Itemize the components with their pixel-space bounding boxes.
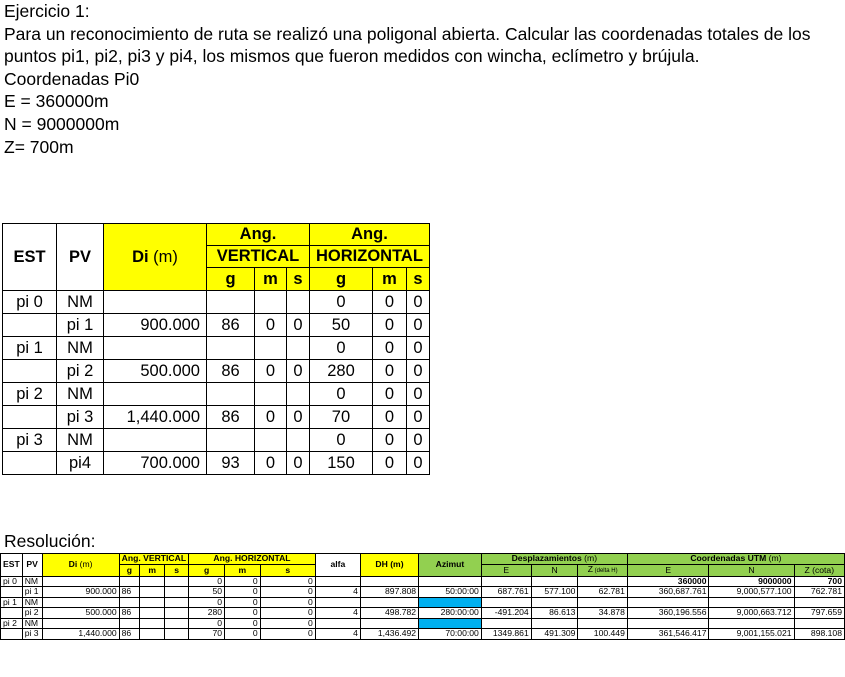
cell-azimut <box>419 597 482 608</box>
r-header-ce: E <box>627 564 709 576</box>
cell-pv: pi4 <box>57 452 104 475</box>
cell-h-s: 0 <box>407 452 430 475</box>
header-v-g: g <box>207 268 255 291</box>
header-h-m: m <box>372 268 406 291</box>
cell-desp-e <box>481 597 531 608</box>
cell-v-m: 0 <box>255 452 287 475</box>
cell-v-s <box>165 618 189 629</box>
cell-di: 500.000 <box>42 608 119 619</box>
cell-h-m: 0 <box>372 383 406 406</box>
cell-h-g: 70 <box>189 629 225 640</box>
header-di-unit: (m) <box>148 247 178 266</box>
table-row <box>3 291 430 314</box>
coord-n: N = 9000000m <box>4 113 120 134</box>
cell-desp-z <box>578 618 627 629</box>
cell-v-s <box>165 576 189 587</box>
cell-h-m: 0 <box>225 597 261 608</box>
cell-di <box>104 337 207 360</box>
cell-coord-z: 797.659 <box>794 608 844 619</box>
cell-v-m <box>140 576 165 587</box>
r-header-pv: PV <box>22 554 42 577</box>
table-row <box>3 452 430 475</box>
cell-coord-n <box>709 618 794 629</box>
cell-h-g: 0 <box>189 597 225 608</box>
cell-v-g: 86 <box>207 360 255 383</box>
r-header-cn: N <box>709 564 794 576</box>
r-header-e: E <box>481 564 531 576</box>
cell-h-s: 0 <box>407 360 430 383</box>
cell-pv: pi 3 <box>22 629 42 640</box>
cell-alfa <box>315 618 360 629</box>
cell-est <box>3 452 57 475</box>
cell-alfa <box>315 576 360 587</box>
field-data-table <box>2 223 430 475</box>
cell-h-g: 50 <box>189 587 225 598</box>
r-header-cz: Z (cota) <box>794 564 844 576</box>
cell-h-g: 70 <box>310 406 373 429</box>
cell-est <box>1 587 23 598</box>
r-header-desplazamientos <box>481 554 627 565</box>
cell-v-g <box>207 291 255 314</box>
cell-h-s: 0 <box>407 337 430 360</box>
cell-pv: NM <box>22 576 42 587</box>
cell-di: 500.000 <box>104 360 207 383</box>
cell-est <box>3 406 57 429</box>
r-header-ang-horizontal: Ang. HORIZONTAL <box>189 554 316 565</box>
r-header-ang-vertical: Ang. VERTICAL <box>119 554 188 565</box>
header-est: EST <box>3 224 57 291</box>
cell-h-s: 0 <box>407 429 430 452</box>
cell-desp-z <box>578 576 627 587</box>
r-header-azimut: Azimut <box>419 554 482 577</box>
cell-di <box>104 429 207 452</box>
coord-z: Z= 700m <box>4 136 74 157</box>
cell-azimut <box>419 618 482 629</box>
cell-v-s <box>287 291 310 314</box>
table-row <box>3 337 430 360</box>
cell-est: pi 0 <box>3 291 57 314</box>
cell-h-m: 0 <box>372 360 406 383</box>
cell-desp-z: 100.449 <box>578 629 627 640</box>
cell-pv: NM <box>57 291 104 314</box>
cell-h-g: 150 <box>310 452 373 475</box>
cell-di: 700.000 <box>104 452 207 475</box>
cell-v-m <box>140 587 165 598</box>
cell-v-m <box>255 383 287 406</box>
r-header-h-s: s <box>260 564 315 576</box>
cell-v-s <box>165 597 189 608</box>
cell-alfa: 4 <box>315 587 360 598</box>
cell-v-m <box>140 608 165 619</box>
cell-est: pi 2 <box>3 383 57 406</box>
cell-h-m: 0 <box>372 429 406 452</box>
r-header-dh: DH (m) <box>360 554 418 577</box>
cell-h-s: 0 <box>407 314 430 337</box>
cell-pv: NM <box>57 337 104 360</box>
cell-h-s: 0 <box>260 608 315 619</box>
cell-coord-e: 361,546.417 <box>627 629 709 640</box>
cell-v-g <box>207 429 255 452</box>
cell-est <box>3 360 57 383</box>
cell-dh: 897.808 <box>360 587 418 598</box>
r-header-h-g: g <box>189 564 225 576</box>
exercise-paragraph: Para un reconocimiento de ruta se realizó una poligonal abierta. Calcular las coordenadas totales de los puntos pi1, pi2, pi3 y pi4, los mismos que fueron medidos con wincha, eclímetro y brújula. <box>4 23 811 67</box>
header-v-s: s <box>287 268 310 291</box>
header-di-label: Di <box>132 247 149 266</box>
cell-pv: NM <box>57 429 104 452</box>
header-di <box>104 224 207 291</box>
cell-v-s: 0 <box>287 314 310 337</box>
cell-desp-z: 34.878 <box>578 608 627 619</box>
cell-desp-n <box>531 576 578 587</box>
cell-v-s <box>287 337 310 360</box>
cell-h-s: 0 <box>407 291 430 314</box>
coord-e: E = 360000m <box>4 91 109 112</box>
cell-v-g <box>207 383 255 406</box>
cell-v-m <box>140 618 165 629</box>
cell-dh <box>360 597 418 608</box>
r-header-n: N <box>531 564 578 576</box>
cell-coord-e <box>627 618 709 629</box>
cell-coord-z: 700 <box>794 576 844 587</box>
cell-pv: pi 2 <box>22 608 42 619</box>
cell-v-s: 0 <box>287 406 310 429</box>
cell-dh <box>360 618 418 629</box>
r-header-desp-unit: (m) <box>581 553 598 564</box>
cell-h-g: 280 <box>310 360 373 383</box>
cell-di <box>42 618 119 629</box>
cell-di: 1,440.000 <box>104 406 207 429</box>
resolution-table <box>0 553 845 640</box>
cell-pv: pi 1 <box>22 587 42 598</box>
cell-desp-n: 491.309 <box>531 629 578 640</box>
cell-v-s: 0 <box>287 360 310 383</box>
cell-v-m <box>255 291 287 314</box>
table-row <box>3 314 430 337</box>
cell-azimut: 70:00:00 <box>419 629 482 640</box>
cell-desp-n: 86.613 <box>531 608 578 619</box>
cell-h-m: 0 <box>372 337 406 360</box>
cell-coord-n: 9,001,155.021 <box>709 629 794 640</box>
cell-v-g: 86 <box>207 314 255 337</box>
cell-v-g: 86 <box>119 608 139 619</box>
cell-v-s <box>287 383 310 406</box>
cell-pv: NM <box>22 597 42 608</box>
r-header-h-m: m <box>225 564 261 576</box>
resolution-title: Resolución: <box>4 531 96 551</box>
cell-v-s <box>165 629 189 640</box>
header-ang-horizontal-1: Ang. <box>310 224 430 246</box>
cell-pv: NM <box>57 383 104 406</box>
table-row <box>1 597 845 608</box>
cell-coord-n: 9,000,663.712 <box>709 608 794 619</box>
r-header-z-label: Z <box>587 563 593 574</box>
cell-di: 900.000 <box>42 587 119 598</box>
coords-title: Coordenadas Pi0 <box>4 68 140 89</box>
cell-desp-e <box>481 618 531 629</box>
cell-coord-z <box>794 597 844 608</box>
cell-desp-z: 62.781 <box>578 587 627 598</box>
cell-h-g: 50 <box>310 314 373 337</box>
cell-est: pi 1 <box>3 337 57 360</box>
cell-v-m <box>255 429 287 452</box>
cell-v-m: 0 <box>255 360 287 383</box>
cell-est <box>3 314 57 337</box>
r-header-di-label: Di <box>68 559 78 570</box>
cell-pv: NM <box>22 618 42 629</box>
header-pv: PV <box>57 224 104 291</box>
cell-coord-n <box>709 597 794 608</box>
table-row <box>1 587 845 598</box>
cell-coord-n: 9,000,577.100 <box>709 587 794 598</box>
r-header-z-unit: (delta H) <box>592 567 618 574</box>
cell-dh: 1,436.492 <box>360 629 418 640</box>
cell-coord-z: 898.108 <box>794 629 844 640</box>
cell-h-m: 0 <box>225 629 261 640</box>
cell-v-m: 0 <box>255 314 287 337</box>
header-ang-horizontal-2: HORIZONTAL <box>310 246 430 268</box>
cell-est: pi 1 <box>1 597 23 608</box>
cell-di: 1,440.000 <box>42 629 119 640</box>
cell-v-s: 0 <box>287 452 310 475</box>
r-header-v-m: m <box>140 564 165 576</box>
r-header-est: EST <box>1 554 23 577</box>
header-h-g: g <box>310 268 373 291</box>
cell-di <box>104 291 207 314</box>
cell-di <box>42 597 119 608</box>
header-h-s: s <box>407 268 430 291</box>
exercise-heading: Ejercicio 1: <box>4 1 90 21</box>
cell-desp-e <box>481 576 531 587</box>
r-header-v-s: s <box>165 564 189 576</box>
cell-coord-z: 762.781 <box>794 587 844 598</box>
r-header-coord-unit: (m) <box>766 553 782 564</box>
r-header-di-unit: (m) <box>77 559 93 570</box>
cell-v-g <box>207 337 255 360</box>
cell-h-g: 0 <box>310 383 373 406</box>
cell-v-m <box>255 337 287 360</box>
exercise-statement <box>4 0 842 158</box>
cell-di: 900.000 <box>104 314 207 337</box>
cell-h-s: 0 <box>407 383 430 406</box>
header-ang-vertical-1: Ang. <box>207 224 310 246</box>
cell-alfa <box>315 597 360 608</box>
cell-desp-n <box>531 618 578 629</box>
cell-v-m <box>140 597 165 608</box>
cell-v-s <box>165 608 189 619</box>
cell-azimut: 50:00:00 <box>419 587 482 598</box>
cell-coord-e <box>627 597 709 608</box>
cell-v-s <box>165 587 189 598</box>
cell-h-g: 0 <box>310 429 373 452</box>
cell-v-g: 86 <box>207 406 255 429</box>
table-row <box>1 608 845 619</box>
cell-v-g <box>119 576 139 587</box>
cell-h-s: 0 <box>260 576 315 587</box>
r-header-coordenadas <box>627 554 844 565</box>
cell-est: pi 0 <box>1 576 23 587</box>
cell-desp-z <box>578 597 627 608</box>
cell-coord-z <box>794 618 844 629</box>
header-ang-vertical-2: VERTICAL <box>207 246 310 268</box>
cell-v-m: 0 <box>255 406 287 429</box>
cell-h-m: 0 <box>372 291 406 314</box>
r-header-di <box>42 554 119 577</box>
cell-h-g: 0 <box>189 576 225 587</box>
cell-coord-e: 360,196.556 <box>627 608 709 619</box>
cell-v-g <box>119 618 139 629</box>
cell-h-g: 0 <box>189 618 225 629</box>
cell-h-m: 0 <box>372 406 406 429</box>
cell-coord-n: 9000000 <box>709 576 794 587</box>
cell-desp-e: 1349.861 <box>481 629 531 640</box>
cell-h-m: 0 <box>225 576 261 587</box>
cell-azimut <box>419 576 482 587</box>
cell-h-s: 0 <box>260 618 315 629</box>
cell-alfa: 4 <box>315 629 360 640</box>
cell-coord-e: 360,687.761 <box>627 587 709 598</box>
cell-dh: 498.782 <box>360 608 418 619</box>
cell-h-m: 0 <box>225 608 261 619</box>
cell-est: pi 3 <box>3 429 57 452</box>
cell-v-g: 93 <box>207 452 255 475</box>
cell-h-m: 0 <box>225 618 261 629</box>
cell-v-g: 86 <box>119 629 139 640</box>
cell-pv: pi 1 <box>57 314 104 337</box>
cell-h-s: 0 <box>407 406 430 429</box>
cell-h-g: 280 <box>189 608 225 619</box>
table-row <box>1 629 845 640</box>
cell-h-s: 0 <box>260 587 315 598</box>
table-row <box>3 383 430 406</box>
cell-h-s: 0 <box>260 629 315 640</box>
table-row <box>1 576 845 587</box>
cell-v-m <box>140 629 165 640</box>
cell-coord-e: 360000 <box>627 576 709 587</box>
r-header-desp-label: Desplazamientos <box>511 553 582 564</box>
cell-desp-e: 687.761 <box>481 587 531 598</box>
cell-di <box>42 576 119 587</box>
table-row <box>3 406 430 429</box>
cell-desp-n <box>531 597 578 608</box>
cell-h-m: 0 <box>225 587 261 598</box>
table-row <box>3 360 430 383</box>
table-row <box>3 429 430 452</box>
cell-h-s: 0 <box>260 597 315 608</box>
r-header-alfa: alfa <box>315 554 360 577</box>
r-header-z <box>578 564 627 576</box>
cell-est <box>1 629 23 640</box>
cell-h-m: 0 <box>372 452 406 475</box>
cell-v-g: 86 <box>119 587 139 598</box>
cell-alfa: 4 <box>315 608 360 619</box>
cell-di <box>104 383 207 406</box>
table-row <box>1 618 845 629</box>
cell-est <box>1 608 23 619</box>
header-v-m: m <box>255 268 287 291</box>
cell-desp-e: -491.204 <box>481 608 531 619</box>
cell-pv: pi 2 <box>57 360 104 383</box>
cell-dh <box>360 576 418 587</box>
cell-h-m: 0 <box>372 314 406 337</box>
cell-v-s <box>287 429 310 452</box>
cell-azimut: 280:00:00 <box>419 608 482 619</box>
r-header-coord-label: Coordenadas UTM <box>690 553 767 564</box>
cell-pv: pi 3 <box>57 406 104 429</box>
cell-h-g: 0 <box>310 291 373 314</box>
cell-desp-n: 577.100 <box>531 587 578 598</box>
cell-est: pi 2 <box>1 618 23 629</box>
cell-h-g: 0 <box>310 337 373 360</box>
r-header-v-g: g <box>119 564 139 576</box>
cell-v-g <box>119 597 139 608</box>
